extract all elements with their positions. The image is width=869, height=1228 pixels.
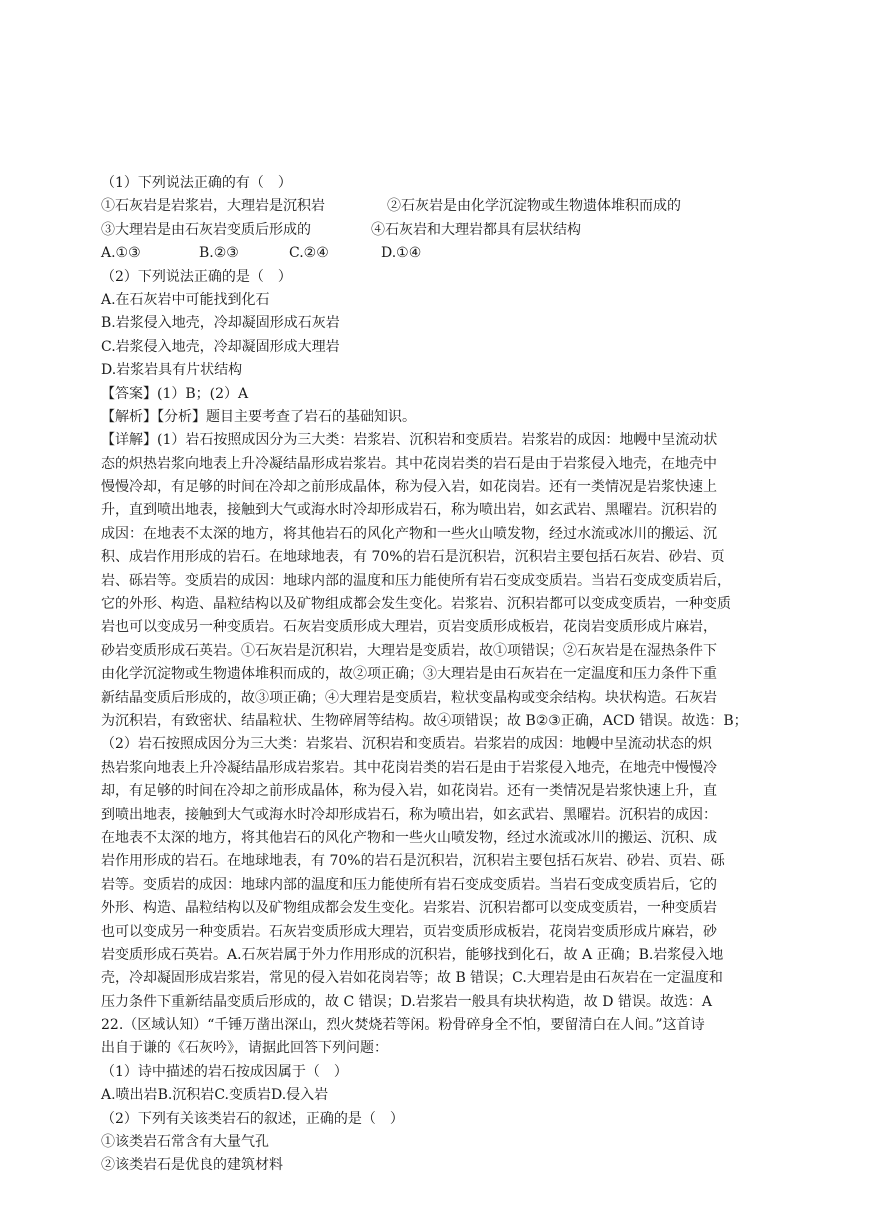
q21-sub2-option-b: B.岩浆侵入地壳，冷却凝固形成石灰岩 <box>101 315 340 332</box>
q22-sub1-option-b: B.沉积岩 <box>157 1087 215 1104</box>
q21-sub1-statements-row2 <box>101 219 773 242</box>
detail-line: 新结晶变质后形成的，故③项正确；④大理岩是变质岩，粒状变晶构或变余结构。块状构造。石灰岩 <box>101 689 717 706</box>
q22-stem-line-2: 出自于谦的《石灰吟》，请据此回答下列问题： <box>101 1040 388 1057</box>
q22-sub2-statement-1: ①该类岩石常含有大量气孔 <box>101 1134 269 1151</box>
q22-sub1-option-d: D.侵入岩 <box>270 1087 329 1104</box>
answer-line: 【答案】(1）B；(2）A <box>101 385 249 402</box>
q21-sub1-option-b: B.②③ <box>199 245 239 262</box>
detail-line: 却，有足够的时间在冷却之前形成晶体，称为侵入岩，如花岗岩。还有一类情况是岩浆快速上升，直 <box>101 783 717 800</box>
q21-sub1-option-d: D.①④ <box>381 245 422 262</box>
q21-sub1-option-a: A.①③ <box>101 245 141 262</box>
q21-sub2-stem: （2）下列说法正确的是（ ） <box>101 268 292 285</box>
detail-line: 慢慢冷却，有足够的时间在冷却之前形成晶体，称为侵入岩，如花岗岩。还有一类情况是岩浆快速上 <box>101 479 717 496</box>
q21-sub1-options <box>101 242 773 265</box>
q21-sub2-option-a: A.在石灰岩中可能找到化石 <box>101 291 270 308</box>
detail-part-1 <box>101 429 773 733</box>
q21-sub2-option-c: C.岩浆侵入地壳，冷却凝固形成大理岩 <box>101 338 340 355</box>
detail-line: 岩等。变质岩的成因：地球内部的温度和压力能使所有岩石变成变质岩。当岩石变成变质岩后，它的 <box>101 876 717 893</box>
detail-line: 由化学沉淀物或生物遗体堆积而成的，故②项正确；③大理岩是由石灰岩在一定温度和压力条件下重 <box>101 666 717 683</box>
q22-sub1-stem: （1）诗中描述的岩石按成因属于（ ） <box>101 1063 348 1080</box>
detail-line: 岩变质形成石英岩。A.石灰岩属于外力作用形成的沉积岩，能够找到化石，故 A 正确；B.岩浆侵入地 <box>101 946 724 963</box>
detail-line: 它的外形、构造、晶粒结构以及矿物组成都会发生变化。岩浆岩、沉积岩都可以变成变质岩，一种变质 <box>101 596 731 613</box>
detail-line: 压力条件下重新结晶变质后形成的，故 C 错误；D.岩浆岩一般具有块状构造，故 D 错误。故选：A <box>101 993 713 1010</box>
detail-line: 态的炽热岩浆向地表上升冷凝结晶形成岩浆岩。其中花岗岩类的岩石是由于岩浆侵入地壳，在地壳中 <box>101 455 717 472</box>
detail-line: 在地表不太深的地方，将其他岩石的风化产物和一些火山喷发物，经过水流或冰川的搬运、沉积、成 <box>101 829 717 846</box>
q22-sub1-option-a: A.喷出岩 <box>101 1087 158 1104</box>
q21-sub1-statement-2: ②石灰岩是由化学沉淀物或生物遗体堆积而成的 <box>387 198 681 215</box>
q22-sub1-options <box>101 1084 773 1107</box>
q21-sub2-option-d: D.岩浆岩具有片状结构 <box>101 362 243 379</box>
q22-sub2-stem: （2）下列有关该类岩石的叙述，正确的是（ ） <box>101 1110 404 1127</box>
analysis-line: 【解析】【分析】题目主要考查了岩石的基础知识。 <box>101 408 416 425</box>
detail-line: 壳，冷却凝固形成岩浆岩，常见的侵入岩如花岗岩等；故 B 错误；C.大理岩是由石灰岩在一定温度和 <box>101 970 723 987</box>
detail-line: 也可以变成另一种变质岩。石灰岩变质形成大理岩，页岩变质形成板岩，花岗岩变质形成片麻岩，砂 <box>101 923 717 940</box>
detail-line: 到喷出地表，接触到大气或海水时冷却形成岩石，称为喷出岩，如玄武岩、黑曜岩。沉积岩的成因： <box>101 806 717 823</box>
q22-sub1-option-c: C.变质岩 <box>214 1087 271 1104</box>
detail-line: 为沉积岩，有致密状、结晶粒状、生物碎屑等结构。故④项错误；故 B②③正确，ACD 错误。故选：B； <box>101 712 748 729</box>
detail-line: （2）岩石按照成因分为三大类：岩浆岩、沉积岩和变质岩。岩浆岩的成因：地幔中呈流动状态的炽 <box>101 736 712 753</box>
detail-line: 砂岩变质形成石英岩。①石灰岩是沉积岩，大理岩是变质岩，故①项错误；②石灰岩是在湿热条件下 <box>101 642 717 659</box>
detail-line: 成因：在地表不太深的地方，将其他岩石的风化产物和一些火山喷发物，经过水流或冰川的搬运、沉 <box>101 525 717 542</box>
q21-sub1-statement-1: ①石灰岩是岩浆岩，大理岩是沉积岩 <box>101 198 325 215</box>
detail-line: 岩也可以变成另一种变质岩。石灰岩变质形成大理岩，页岩变质形成板岩，花岗岩变质形成片麻岩， <box>101 619 717 636</box>
q21-sub1-option-c: C.②④ <box>289 245 329 262</box>
q22-sub2-statement-2: ②该类岩石是优良的建筑材料 <box>101 1157 283 1174</box>
q21-sub1-statement-3: ③大理岩是由石灰岩变质后形成的 <box>101 221 311 238</box>
detail-line: 岩作用形成的岩石。在地球地表，有 70%的岩石是沉积岩，沉积岩主要包括石灰岩、砂岩、页岩、砾 <box>101 853 725 870</box>
q21-sub1-stem: （1）下列说法正确的有（ ） <box>101 175 292 191</box>
q22-stem-line-1: 22.（区域认知）“千锤万凿出深山，烈火焚烧若等闲。粉骨碎身全不怕，要留清白在人间。”这首诗 <box>101 1017 705 1034</box>
detail-line: 外形、构造、晶粒结构以及矿物组成都会发生变化。岩浆岩、沉积岩都可以变成变质岩，一种变质岩 <box>101 900 717 917</box>
document-page <box>101 172 773 1178</box>
detail-part-2 <box>101 733 773 1014</box>
q21-sub1-statements-row1 <box>101 195 773 218</box>
q21-sub1-statement-4: ④石灰岩和大理岩都具有层状结构 <box>371 221 581 238</box>
detail-line: 【详解】(1）岩石按照成因分为三大类：岩浆岩、沉积岩和变质岩。岩浆岩的成因：地幔中呈流动状 <box>101 432 718 449</box>
detail-line: 热岩浆向地表上升冷凝结晶形成岩浆岩。其中花岗岩类的岩石是由于岩浆侵入地壳，在地壳中慢慢冷 <box>101 759 717 776</box>
detail-line: 升，直到喷出地表，接触到大气或海水时冷却形成岩石，称为喷出岩，如玄武岩、黑曜岩。沉积岩的 <box>101 502 717 519</box>
detail-line: 岩、砾岩等。变质岩的成因：地球内部的温度和压力能使所有岩石变成变质岩。当岩石变成变质岩后， <box>101 572 731 589</box>
detail-line: 积、成岩作用形成的岩石。在地球地表，有 70%的岩石是沉积岩，沉积岩主要包括石灰岩、砂岩、页 <box>101 549 725 566</box>
